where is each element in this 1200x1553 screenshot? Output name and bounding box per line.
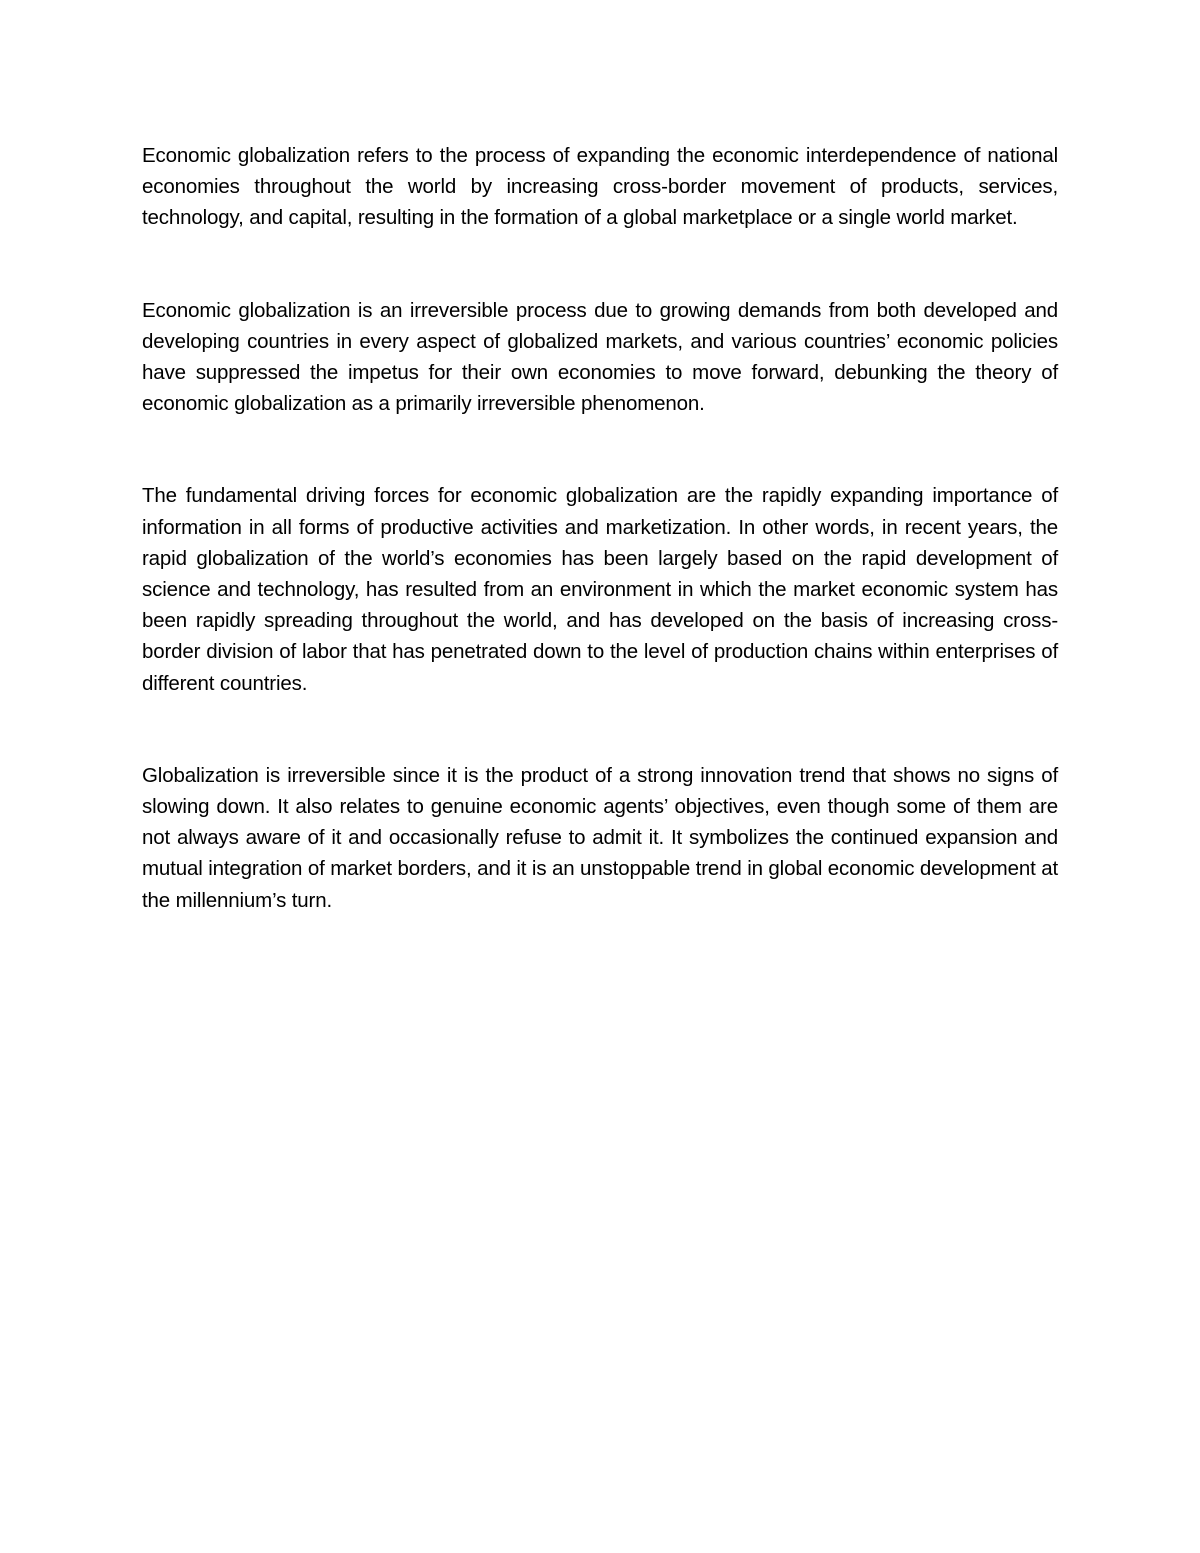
paragraph-driving-forces: The fundamental driving forces for economic globalization are the rapidly expanding importance of information in all forms of productive activities and marketization. In other words, in recent years, the rapid globalization of the world’s economies has been largely based on the rapid development of science and technology, has resulted from an environment in which the market economic system has been rapidly spreading throughout the world, and has developed on the basis of increasing cross-border division of labor that has penetrated down to the level of production chains within enterprises of different countries. — [142, 484, 1058, 695]
paragraph-irreversible-claim: Economic globalization is an irreversible process due to growing demands from both developed and developing countries in every aspect of globalized markets, and various countries’ economic policies have suppressed the impetus for their own economies to move forward, debunking the theory of economic globalization as a primarily irreversible phenomenon. — [142, 298, 1058, 416]
paragraph-conclusion: Globalization is irreversible since it is the product of a strong innovation trend that shows no signs of slowing down. It also relates to genuine economic agents’ objectives, even though some of them are not always aware of it and occasionally refuse to admit it. It symbolizes the continued expansion and mutual integration of market borders, and it is an unstoppable trend in global economic development at the millennium’s turn. — [142, 763, 1058, 912]
document-body — [142, 140, 1058, 916]
paragraph-definition: Economic globalization refers to the process of expanding the economic interdependence of national economies throughout the world by increasing cross-border movement of products, services, technology, and capital, resulting in the formation of a global marketplace or a single world market. — [142, 144, 1058, 230]
